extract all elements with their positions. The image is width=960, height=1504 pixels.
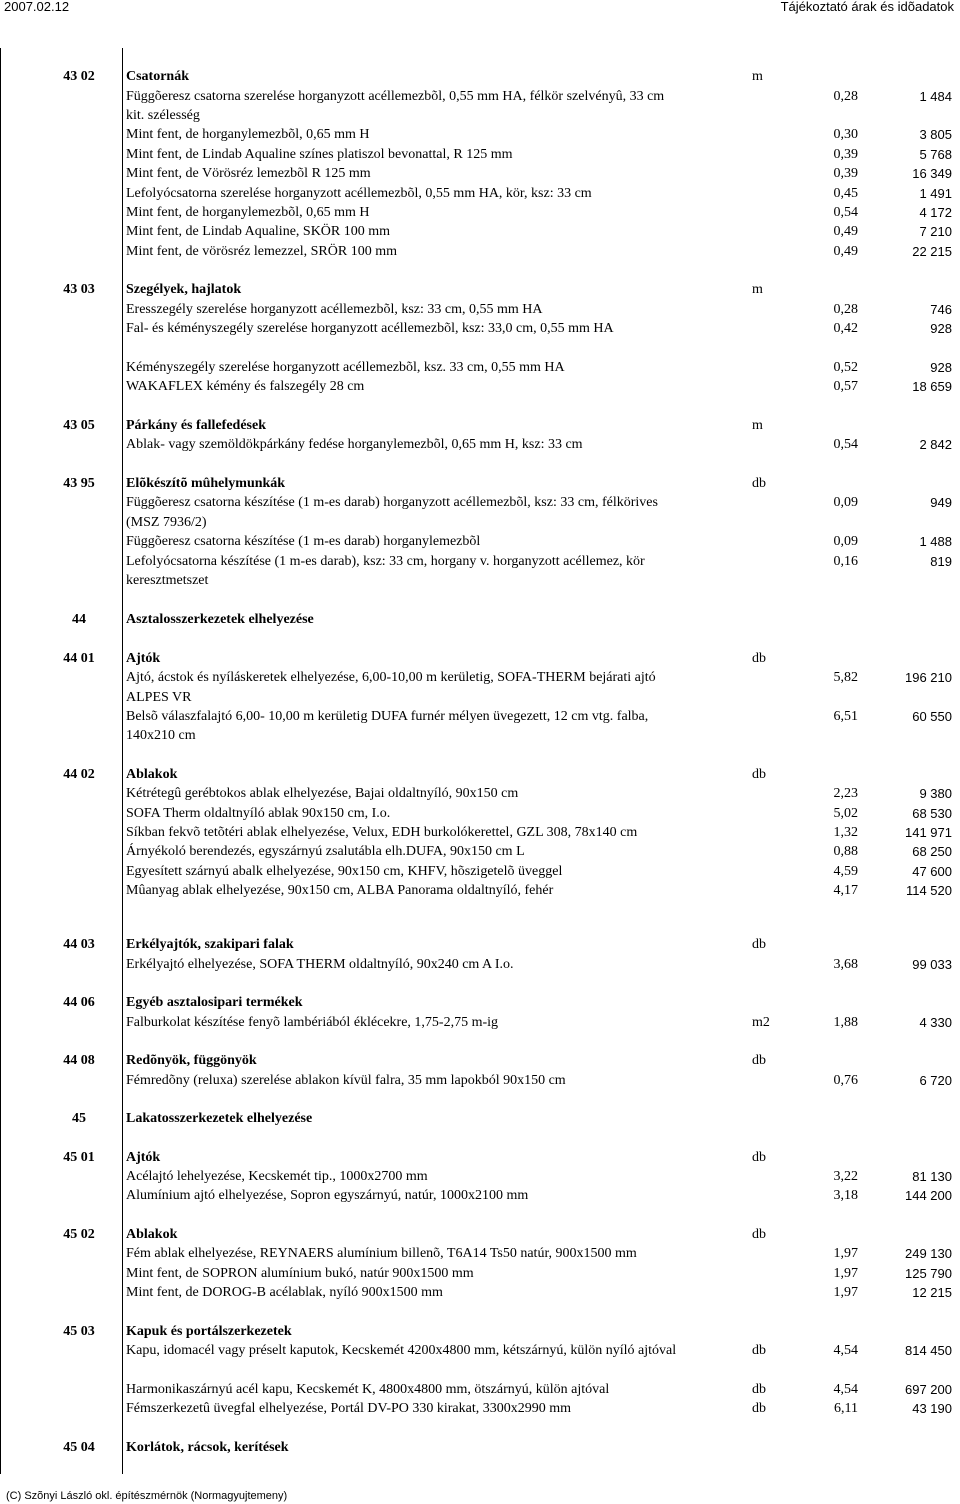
row-norm-time: 4,54: [833, 1382, 858, 1397]
row-norm-time: 3,18: [833, 1188, 858, 1203]
row-description: Kétrétegû gerébtokos ablak elhelyezése, Bajai oldaltnyíló, 90x150 cm: [126, 786, 519, 801]
row-norm-time: 3,22: [833, 1169, 858, 1184]
row-price: 18 659: [912, 379, 952, 394]
row-description: Ablak- vagy szemöldökpárkány fedése horganylemezbõl, 0,65 mm H, ksz: 33 cm: [126, 437, 583, 452]
row-price: 81 130: [912, 1169, 952, 1184]
table-row: [0, 1072, 960, 1090]
row-code: 44 01: [63, 651, 95, 666]
table-row: [0, 359, 960, 377]
row-unit: m: [752, 282, 763, 297]
row-norm-time: 1,32: [833, 825, 858, 840]
row-norm-time: 4,17: [833, 883, 858, 898]
row-unit: db: [752, 1053, 766, 1068]
row-norm-time: 0,39: [833, 147, 858, 162]
section-header-row: [0, 1149, 960, 1167]
row-description: Erkélyajtó elhelyezése, SOFA THERM oldaltnyíló, 90x240 cm A I.o.: [126, 957, 514, 972]
table-row: [0, 1168, 960, 1186]
row-norm-time: 0,57: [833, 379, 858, 394]
row-norm-time: 0,76: [833, 1073, 858, 1088]
row-description: Erkélyajtók, szakipari falak: [126, 937, 294, 952]
row-description: Redõnyök, függönyök: [126, 1053, 257, 1068]
row-price: 141 971: [905, 825, 952, 840]
table-row: [0, 223, 960, 241]
row-norm-time: 5,02: [833, 806, 858, 821]
row-norm-time: 4,54: [833, 1343, 858, 1358]
table-row: [0, 669, 960, 687]
table-row: [0, 204, 960, 222]
row-description: Fém ablak elhelyezése, REYNAERS alumínium billenõ, T6A14 Ts50 natúr, 900x1500 mm: [126, 1246, 637, 1261]
table-row: [0, 727, 960, 745]
row-description: Síkban fekvõ tetõtéri ablak elhelyezése, Velux, EDH burkolókerettel, GZL 308, 78x140 cm: [126, 825, 638, 840]
row-description: Belsõ válaszfalajtó 6,00- 10,00 m kerületig DUFA furnér mélyen üvegezett, 12 cm vtg. falba,: [126, 709, 649, 724]
row-unit: db: [752, 937, 766, 952]
row-code: 44 08: [63, 1053, 95, 1068]
row-description: Mint fent, de Lindab Aqualine, SKÖR 100 mm: [126, 224, 391, 239]
row-description: Ajtók: [126, 1150, 161, 1165]
table-row: [0, 107, 960, 125]
row-price: 249 130: [905, 1246, 952, 1261]
row-description: Függõeresz csatorna készítése (1 m-es darab) horganyzott acéllemezbõl, ksz: 33 cm, félkörives: [126, 495, 658, 510]
row-price: 1 488: [919, 534, 952, 549]
row-norm-time: 0,54: [833, 437, 858, 452]
row-price: 1 484: [919, 89, 952, 104]
row-description: Párkány és fallefedések: [126, 418, 266, 433]
table-row: [0, 1400, 960, 1418]
row-description: Fémredõny (reluxa) szerelése ablakon kívül falra, 35 mm lapokból 90x150 cm: [126, 1073, 566, 1088]
table-row: [0, 805, 960, 823]
row-description: keresztmetszet: [126, 573, 209, 588]
table-row: [0, 436, 960, 454]
table-row: [0, 1342, 960, 1360]
row-description: Mint fent, de DOROG-B acélablak, nyíló 900x1500 mm: [126, 1285, 443, 1300]
row-unit: m2: [752, 1015, 770, 1030]
row-description: Eresszegély szerelése horganyzott acéllemezbõl, ksz: 33 cm, 0,55 mm HA: [126, 302, 543, 317]
row-norm-time: 0,49: [833, 224, 858, 239]
row-price: 43 190: [912, 1401, 952, 1416]
row-price: 5 768: [919, 147, 952, 162]
row-description: Ablakok: [126, 1227, 178, 1242]
row-code: 45 02: [63, 1227, 95, 1242]
row-description: Csatornák: [126, 69, 190, 84]
row-description: Acélajtó lehelyezése, Kecskemét tip., 1000x2700 mm: [126, 1169, 428, 1184]
table-row: [0, 843, 960, 861]
row-price: 928: [930, 360, 952, 375]
row-norm-time: 0,39: [833, 166, 858, 181]
row-price: 114 520: [905, 883, 952, 898]
table-row: [0, 689, 960, 707]
row-norm-time: 0,54: [833, 205, 858, 220]
row-description: Elõkészítõ mûhelymunkák: [126, 476, 286, 491]
section-header-row: [0, 611, 960, 629]
row-description: Fémszerkezetû üvegfal elhelyezése, Portál DV-PO 330 kirakat, 3300x2990 mm: [126, 1401, 572, 1416]
row-price: 928: [930, 321, 952, 336]
table-row: [0, 514, 960, 532]
row-description: Lefolyócsatorna készítése (1 m-es darab), ksz: 33 cm, horgany v. horganyzott acéllemez, kör: [126, 554, 645, 569]
row-norm-time: 0,09: [833, 534, 858, 549]
row-description: Mint fent, de vörösréz lemezzel, SRÖR 100 mm: [126, 244, 397, 259]
row-description: Mint fent, de SOPRON alumínium bukó, natúr 900x1500 mm: [126, 1266, 474, 1281]
table-row: [0, 824, 960, 842]
row-price: 697 200: [905, 1382, 952, 1397]
row-description: (MSZ 7936/2): [126, 515, 207, 530]
row-description: Falburkolat készítése fenyõ lambériából éklécekre, 1,75-2,75 m-ig: [126, 1015, 499, 1030]
row-description: Ajtó, ácstok és nyíláskeretek elhelyezése, 6,00-10,00 m kerületig, SOFA-THERM bejárati ajtó: [126, 670, 656, 685]
row-norm-time: 0,49: [833, 244, 858, 259]
row-unit: db: [752, 1343, 766, 1358]
row-unit: db: [752, 767, 766, 782]
section-header-row: [0, 281, 960, 299]
row-code: 44 03: [63, 937, 95, 952]
table-row: [0, 1187, 960, 1205]
table-row: [0, 785, 960, 803]
row-description: Mûanyag ablak elhelyezése, 90x150 cm, ALBA Panorama oldaltnyíló, fehér: [126, 883, 554, 898]
row-price: 22 215: [912, 244, 952, 259]
table-row: [0, 301, 960, 319]
row-price: 6 720: [919, 1073, 952, 1088]
row-norm-time: 2,23: [833, 786, 858, 801]
row-norm-time: 0,88: [833, 844, 858, 859]
section-header-row: [0, 1226, 960, 1244]
row-code: 43 95: [63, 476, 95, 491]
section-header-row: [0, 417, 960, 435]
row-price: 144 200: [905, 1188, 952, 1203]
page-date: 2007.02.12: [4, 0, 70, 14]
table-row: [0, 126, 960, 144]
row-norm-time: 5,82: [833, 670, 858, 685]
row-code: 45 01: [63, 1150, 95, 1165]
row-norm-time: 0,09: [833, 495, 858, 510]
table-row: [0, 165, 960, 183]
row-norm-time: 6,51: [833, 709, 858, 724]
row-price: 819: [930, 554, 952, 569]
row-description: Fal- és kéményszegély szerelése horganyzott acéllemezbõl, ksz: 33,0 cm, 0,55 mm HA: [126, 321, 614, 336]
row-description: Korlátok, rácsok, kerítések: [126, 1440, 289, 1455]
section-header-row: [0, 1323, 960, 1341]
row-price: 196 210: [905, 670, 952, 685]
row-description: Egyéb asztalosipari termékek: [126, 995, 303, 1010]
table-row: [0, 1381, 960, 1399]
row-price: 814 450: [905, 1343, 952, 1358]
row-norm-time: 0,28: [833, 302, 858, 317]
row-code: 45: [72, 1111, 86, 1126]
row-code: 43 03: [63, 282, 95, 297]
section-header-row: [0, 936, 960, 954]
row-description: Mint fent, de horganylemezbõl, 0,65 mm H: [126, 127, 370, 142]
section-header-row: [0, 1110, 960, 1128]
row-description: Lakatosszerkezetek elhelyezése: [126, 1111, 313, 1126]
row-description: Kapuk és portálszerkezetek: [126, 1324, 292, 1339]
row-price: 2 842: [919, 437, 952, 452]
row-description: Szegélyek, hajlatok: [126, 282, 242, 297]
row-description: Lefolyócsatorna szerelése horganyzott acéllemezbõl, 0,55 mm HA, kör, ksz: 33 cm: [126, 186, 592, 201]
footer-copyright: (C) Szõnyi László okl. építészmérnök (Normagyujtemeny): [6, 1490, 288, 1502]
row-price: 746: [930, 302, 952, 317]
row-norm-time: 0,42: [833, 321, 858, 336]
table-row: [0, 572, 960, 590]
row-description: Függõeresz csatorna készítése (1 m-es darab) horganylemezbõl: [126, 534, 481, 549]
row-description: ALPES VR: [126, 690, 192, 705]
table-row: [0, 243, 960, 261]
row-unit: db: [752, 1401, 766, 1416]
row-norm-time: 1,97: [833, 1266, 858, 1281]
row-code: 43 05: [63, 418, 95, 433]
table-row: [0, 494, 960, 512]
row-description: Asztalosszerkezetek elhelyezése: [126, 612, 314, 627]
row-code: 44 02: [63, 767, 95, 782]
row-price: 9 380: [919, 786, 952, 801]
section-header-row: [0, 1439, 960, 1457]
row-code: 44: [72, 612, 86, 627]
row-description: 140x210 cm: [126, 728, 196, 743]
row-description: SOFA Therm oldaltnyíló ablak 90x150 cm, I.o.: [126, 806, 391, 821]
section-header-row: [0, 1052, 960, 1070]
row-price: 68 530: [912, 806, 952, 821]
row-description: Mint fent, de horganylemezbõl, 0,65 mm H: [126, 205, 370, 220]
table-row: [0, 1265, 960, 1283]
row-description: kit. szélesség: [126, 108, 200, 123]
row-norm-time: 1,97: [833, 1285, 858, 1300]
page-title: Tájékoztató árak és idõadatok: [780, 0, 954, 14]
row-description: Kapu, idomacél vagy préselt kaputok, Kecskemét 4200x4800 mm, kétszárnyú, külön nyíló ajtóval: [126, 1343, 677, 1358]
row-code: 44 06: [63, 995, 95, 1010]
table-row: [0, 956, 960, 974]
row-unit: m: [752, 69, 763, 84]
table-row: [0, 1245, 960, 1263]
row-price: 12 215: [912, 1285, 952, 1300]
row-code: 43 02: [63, 69, 95, 84]
row-norm-time: 0,28: [833, 89, 858, 104]
row-description: WAKAFLEX kémény és falszegély 28 cm: [126, 379, 365, 394]
row-unit: db: [752, 1227, 766, 1242]
row-code: 45 03: [63, 1324, 95, 1339]
row-unit: m: [752, 418, 763, 433]
row-description: Függõeresz csatorna szerelése horganyzott acéllemezbõl, 0,55 mm HA, félkör szelvényû, 33 cm: [126, 89, 665, 104]
section-header-row: [0, 68, 960, 86]
row-description: Egyesített szárnyú abalk elhelyezése, 90x150 cm, KHFV, hõszigetelõ üveggel: [126, 864, 563, 879]
row-description: Kéményszegély szerelése horganyzott acéllemezbõl, ksz. 33 cm, 0,55 mm HA: [126, 360, 565, 375]
row-norm-time: 6,11: [834, 1401, 858, 1416]
section-header-row: [0, 650, 960, 668]
row-price: 16 349: [912, 166, 952, 181]
row-price: 60 550: [912, 709, 952, 724]
row-price: 949: [930, 495, 952, 510]
table-row: [0, 1014, 960, 1032]
section-header-row: [0, 475, 960, 493]
row-price: 47 600: [912, 864, 952, 879]
row-norm-time: 1,97: [833, 1246, 858, 1261]
row-price: 4 172: [919, 205, 952, 220]
row-price: 7 210: [919, 224, 952, 239]
table-row: [0, 533, 960, 551]
row-norm-time: 0,52: [833, 360, 858, 375]
row-norm-time: 3,68: [833, 957, 858, 972]
row-description: Ajtók: [126, 651, 161, 666]
row-norm-time: 1,88: [833, 1015, 858, 1030]
table-row: [0, 88, 960, 106]
table-row: [0, 708, 960, 726]
row-unit: db: [752, 476, 766, 491]
row-price: 125 790: [905, 1266, 952, 1281]
table-row: [0, 553, 960, 571]
row-description: Harmonikaszárnyú acél kapu, Kecskemét K, 4800x4800 mm, ötszárnyú, külön ajtóval: [126, 1382, 610, 1397]
row-unit: db: [752, 1150, 766, 1165]
row-norm-time: 0,30: [833, 127, 858, 142]
section-header-row: [0, 994, 960, 1012]
row-norm-time: 0,45: [833, 186, 858, 201]
row-price: 3 805: [919, 127, 952, 142]
table-row: [0, 146, 960, 164]
table-row: [0, 378, 960, 396]
row-description: Ablakok: [126, 767, 178, 782]
row-price: 99 033: [912, 957, 952, 972]
row-norm-time: 0,16: [833, 554, 858, 569]
row-norm-time: 4,59: [833, 864, 858, 879]
row-description: Mint fent, de Vörösréz lemezbõl R 125 mm: [126, 166, 371, 181]
row-code: 45 04: [63, 1440, 95, 1455]
table-row: [0, 882, 960, 900]
table-row: [0, 863, 960, 881]
table-row: [0, 320, 960, 338]
row-description: Árnyékoló berendezés, egyszárnyú zsalutábla elh.DUFA, 90x150 cm L: [126, 844, 525, 859]
section-header-row: [0, 766, 960, 784]
row-description: Alumínium ajtó elhelyezése, Sopron egyszárnyú, natúr, 1000x2100 mm: [126, 1188, 529, 1203]
row-price: 1 491: [919, 186, 952, 201]
row-price: 68 250: [912, 844, 952, 859]
table-row: [0, 1284, 960, 1302]
row-description: Mint fent, de Lindab Aqualine színes platiszol bevonattal, R 125 mm: [126, 147, 513, 162]
row-price: 4 330: [919, 1015, 952, 1030]
row-unit: db: [752, 1382, 766, 1397]
row-unit: db: [752, 651, 766, 666]
table-row: [0, 185, 960, 203]
